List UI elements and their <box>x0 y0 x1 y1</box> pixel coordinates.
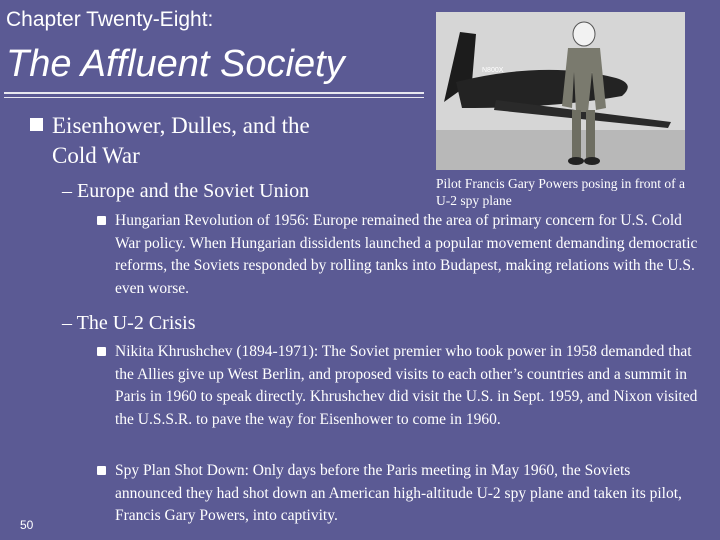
point-spy-plane <box>115 460 699 528</box>
chapter-heading: Chapter Twenty-Eight: <box>6 8 214 31</box>
point-text: Spy Plan Shot Down: Only days before the Paris meeting in May 1960, the Soviets announced they had shot down an American high-altitude U-2 spy plane and taken its pilot, Francis Gary Powers, into captivity. <box>115 462 682 524</box>
point-hungarian-revolution <box>115 210 699 300</box>
square-bullet-icon <box>97 216 106 225</box>
point-text: Nikita Khrushchev (1894-1971): The Soviet premier who took power in 1958 demanded that the Allies give up West Berlin, and proposed visits to each other’s countries and a summit in Paris in 1960 to speak directly. Khrushchev did visit the U.S. in Sept. 1959, and Nixon visited the U.S.S.R. to pave the way for Eisenhower to come in 1960. <box>115 343 698 428</box>
title-divider-thin <box>4 97 424 98</box>
subheading-u2-crisis: – The U-2 Crisis <box>62 312 196 334</box>
main-bullet <box>30 111 360 171</box>
plane-tail-marking: N800X <box>482 67 504 74</box>
slide-title: The Affluent Society <box>6 43 345 85</box>
photo-caption: Pilot Francis Gary Powers posing in front of a U-2 spy plane <box>436 176 685 208</box>
u2-plane-illustration <box>436 12 685 170</box>
square-bullet-icon <box>97 347 106 356</box>
u2-pilot-photo <box>436 12 685 170</box>
main-bullet-text: Eisenhower, Dulles, and the Cold War <box>52 113 310 168</box>
title-divider <box>4 92 424 94</box>
subheading-europe: – Europe and the Soviet Union <box>62 180 310 202</box>
page-number: 50 <box>20 518 34 532</box>
point-text: Hungarian Revolution of 1956: Europe remained the area of primary concern for U.S. Cold War policy. When Hungarian dissidents launched a popular movement demanding democratic reforms, the Soviets responded by rolling tanks into Budapest, making relations with the U.S. even worse. <box>115 212 698 297</box>
square-bullet-icon <box>97 466 106 475</box>
point-khrushchev <box>115 341 699 431</box>
square-bullet-icon <box>30 118 43 131</box>
